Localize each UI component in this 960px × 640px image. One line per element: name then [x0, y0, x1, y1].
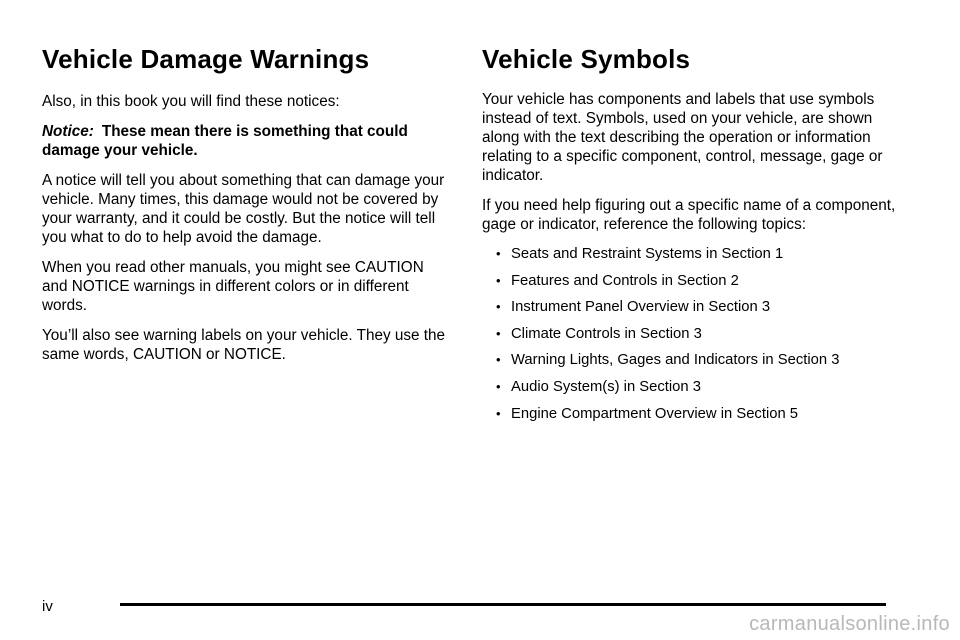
bullet-icon: • [496, 246, 501, 261]
topic-text: Features and Controls in Section 2 [511, 272, 739, 289]
topic-text: Instrument Panel Overview in Section 3 [511, 299, 771, 316]
topic-text: Seats and Restraint Systems in Section 1 [511, 246, 784, 262]
list-item [482, 245, 902, 264]
notice-paragraph [42, 122, 452, 160]
body-paragraph: Your vehicle has components and labels that use symbols instead of text. Symbols, used on your vehicle, are shown along with the text describing the operation or information relating to a specific component, control, message, gage or indicator. [482, 91, 883, 184]
body-paragraph: If you need help figuring out a specific name of a component, gage or indicator, reference the following topics: [482, 197, 896, 233]
watermark: carmanualsonline.info [749, 613, 950, 635]
right-column [482, 40, 902, 431]
list-item [482, 325, 902, 344]
bullet-icon: • [496, 352, 501, 368]
body-paragraph: A notice will tell you about something that can damage your vehicle. Many times, this damage would not be covered by your warranty, and it could be costly. But the notice will tell you what to do to help avoid the damage. [42, 172, 445, 246]
body-paragraph: You’ll also see warning labels on your vehicle. They use the same words, CAUTION or NOTICE. [42, 327, 446, 363]
page-number: iv [42, 598, 53, 615]
intro-paragraph: Also, in this book you will find these notices: [42, 93, 340, 110]
footer-divider [120, 603, 886, 606]
list-item [482, 405, 902, 424]
bullet-icon: • [496, 272, 501, 288]
topic-text: Warning Lights, Gages and Indicators in Section 3 [511, 352, 840, 369]
bullet-icon: • [496, 325, 501, 341]
list-item [482, 272, 902, 291]
topic-text: Engine Compartment Overview in Section 5 [511, 405, 799, 422]
body-paragraph: When you read other manuals, you might see CAUTION and NOTICE warnings in different colors or in different words. [42, 259, 424, 314]
topic-text: Climate Controls in Section 3 [511, 325, 702, 342]
bullet-icon: • [496, 299, 501, 315]
list-item [482, 351, 902, 370]
notice-text: These mean there is something that could damage your vehicle. [42, 123, 408, 159]
bullet-icon: • [496, 405, 501, 421]
left-column [42, 40, 452, 375]
list-item [482, 378, 902, 397]
notice-label: Notice: [42, 123, 94, 140]
section-title-vehicle-symbols: Vehicle Symbols [482, 44, 691, 74]
topic-text: Audio System(s) in Section 3 [511, 378, 701, 395]
list-item [482, 298, 902, 317]
topics-list [482, 245, 902, 424]
bullet-icon: • [496, 378, 501, 394]
section-title-vehicle-damage-warnings: Vehicle Damage Warnings [42, 44, 370, 74]
